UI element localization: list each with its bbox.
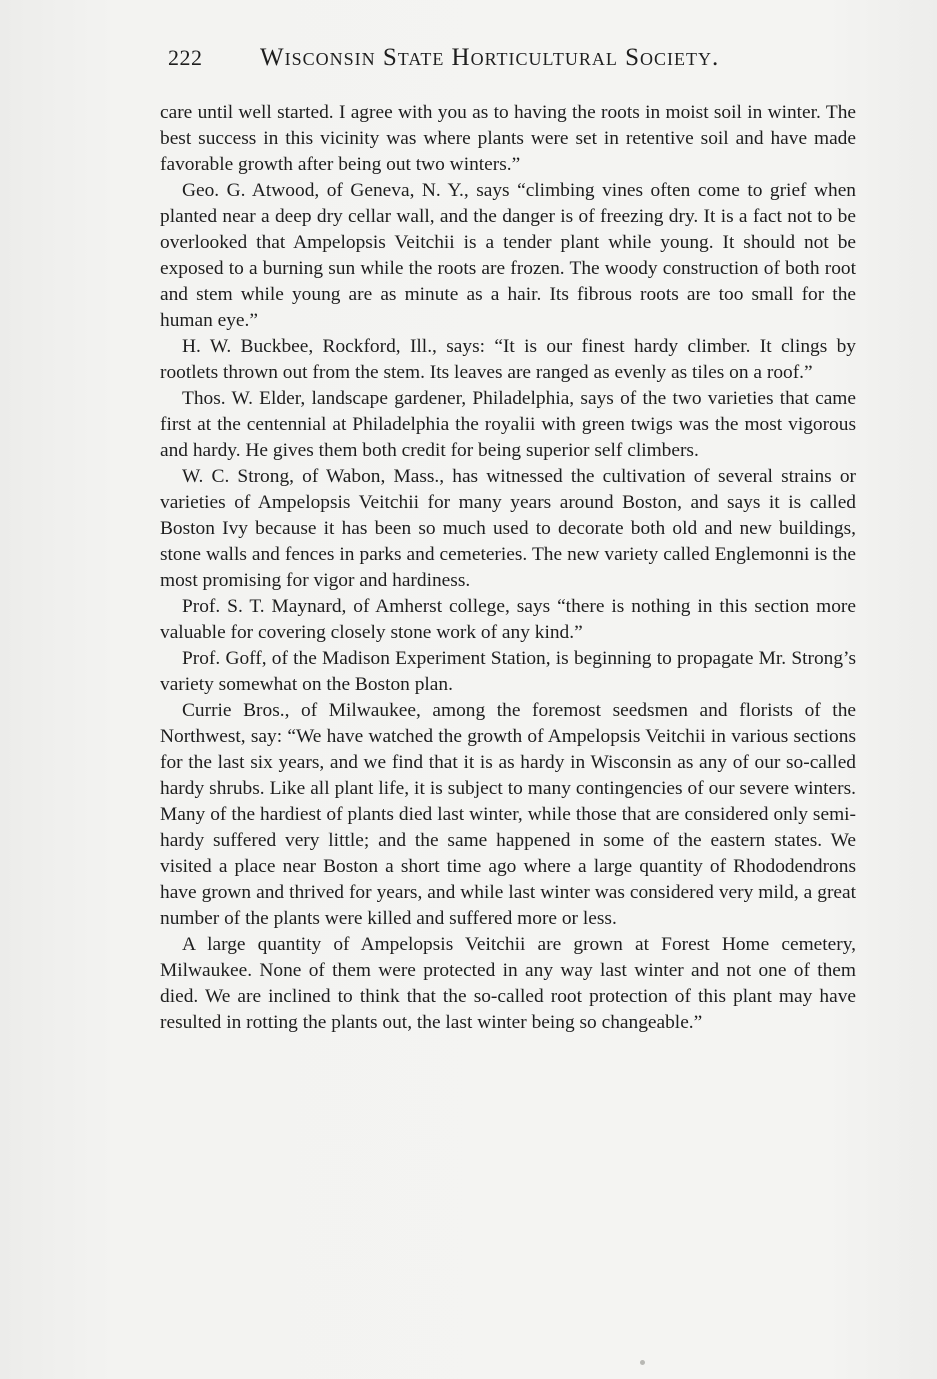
page-number: 222	[168, 45, 203, 70]
running-head	[168, 44, 808, 72]
paragraph-maynard: Prof. S. T. Maynard, of Amherst college, says “there is nothing in this section more valuable for covering closely stone work of any kind.”	[160, 596, 856, 643]
body-text	[160, 100, 856, 1036]
paragraph-elder: Thos. W. Elder, landscape gardener, Philadelphia, says of the two varieties that came first at the centennial at Philadelphia the royalii with green twigs was the most vigorous and hardy. He gives them both credit for being superior self climbers.	[160, 388, 856, 461]
paragraph-strong: W. C. Strong, of Wabon, Mass., has witnessed the cultivation of several strains or varieties of Ampelopsis Veitchii for many years around Boston, and says it is called Boston Ivy because it has been so much used to decorate both old and new buildings, stone walls and fences in parks and cemeteries. The new variety called Englemonni is the most promising for vigor and hardiness.	[160, 466, 856, 591]
running-title: Wisconsin State Horticultural Society.	[260, 44, 720, 71]
paragraph-currie: Currie Bros., of Milwaukee, among the foremost seedsmen and florists of the Northwest, say: “We have watched the growth of Ampelopsis Veitchii in various sections for the last six years, and we find that it is as hardy in Wisconsin as any of our so-called hardy shrubs. Like all plant life, it is subject to many contingencies of our severe winters. Many of the hardiest of plants died last winter, while those that are considered only semi-hardy suffered very little; and the same happened in some of the eastern states. We visited a place near Boston a short time ago where a large quantity of Rhododendrons have grown and thrived for years, and while last winter was considered very mild, a great number of the plants were killed and suffered more or less.	[160, 700, 856, 929]
paragraph-buckbee: H. W. Buckbee, Rockford, Ill., says: “It is our finest hardy climber. It clings by rootlets thrown out from the stem. Its leaves are ranged as evenly as tiles on a roof.”	[160, 336, 856, 383]
paragraph-atwood: Geo. G. Atwood, of Geneva, N. Y., says “climbing vines often come to grief when planted near a deep dry cellar wall, and the danger is of freezing dry. It is a fact not to be overlooked that Ampelopsis Veitchii is a tender plant while young. It should not be exposed to a burning sun while the roots are frozen. The woody construction of both root and stem while young are as minute as a hair. Its fibrous roots are too small for the human eye.”	[160, 180, 856, 331]
paper-speck	[640, 1360, 645, 1365]
paragraph-goff: Prof. Goff, of the Madison Experiment Station, is beginning to propagate Mr. Strong’s variety somewhat on the Boston plan.	[160, 648, 856, 695]
paragraph-continuation: care until well started. I agree with you as to having the roots in moist soil in winter. The best success in this vicinity was where plants were set in retentive soil and have made favorable growth after being out two winters.”	[160, 102, 856, 175]
paragraph-forest-home: A large quantity of Ampelopsis Veitchii are grown at Forest Home cemetery, Milwaukee. None of them were protected in any way last winter and not one of them died. We are inclined to think that the so-called root protection of this plant may have resulted in rotting the plants out, the last winter being so changeable.”	[160, 934, 856, 1033]
